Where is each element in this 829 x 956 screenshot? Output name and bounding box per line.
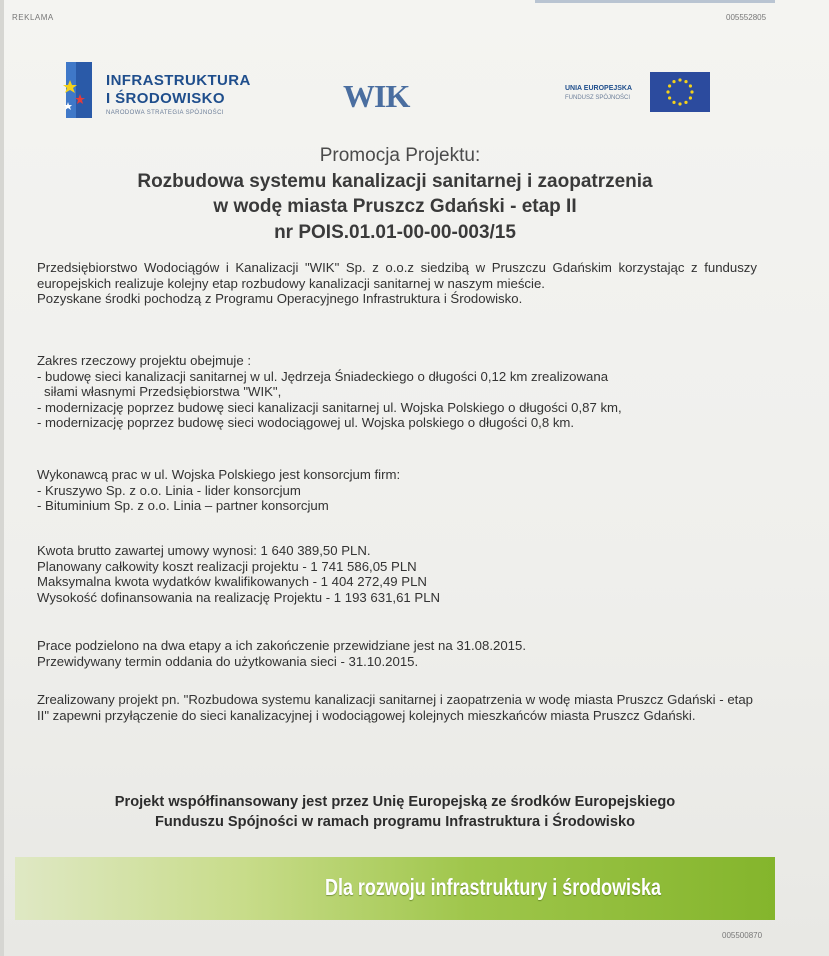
infrastructure-logo-line1: INFRASTRUKTURA — [106, 72, 251, 89]
project-number: nr POIS.01.01-00-00-003/15 — [274, 222, 516, 243]
eu-logo-line1: UNIA EUROPEJSKA — [565, 85, 633, 92]
infrastructure-logo — [60, 60, 265, 120]
wik-logo — [343, 78, 435, 114]
cofinancing-note — [0, 792, 790, 832]
promo-heading: Promocja Projektu: — [319, 145, 481, 166]
scope-item: - modernizację poprzez budowę sieci kanalizacji sanitarnej ul. Wojska Polskiego o długości 0,87 km, — [37, 399, 622, 415]
summary-paragraph: Zrealizowany projekt pn. "Rozbudowa systemu kanalizacji sanitarnej i zaopatrzenia w wodę miasta Pruszcz Gdański - etap II" zapewni przyłączenie do sieci kanalizacyjnej i wodociągowej kolejnych mieszkańców miasta Pruszcz Gdański. — [37, 692, 753, 723]
ad-code-top: 005552805 — [726, 13, 767, 22]
funding-source: Pozyskane środki pochodzą z Programu Operacyjnego Infrastruktura i Środowisko. — [37, 291, 523, 306]
contract-amount: Kwota brutto zawartej umowy wynosi: 1 640 389,50 PLN. — [37, 543, 371, 558]
intro-paragraph: Przedsiębiorstwo Wodociągów i Kanalizacji "WIK" Sp. z o.o.z siedzibą w Pruszczu Gdańskim korzystając z funduszy europejskich realizuje kolejny etap rozbudowy kanalizacji sanitarnej w naszym mieście. — [37, 260, 757, 291]
banner-slogan: Dla rozwoju infrastruktury i środowiska — [325, 874, 661, 900]
infrastructure-logo-line2: I ŚRODOWISKO — [106, 90, 225, 107]
contractor-item: - Bituminium Sp. z o.o. Linia – partner konsorcjum — [37, 498, 329, 513]
completion-date: Prace podzielono na dwa etapy a ich zakończenie przewidziane jest na 31.08.2015. — [37, 638, 526, 653]
scope-section — [37, 353, 757, 431]
summary-section — [37, 692, 753, 723]
contractor-heading: Wykonawcą prac w ul. Wojska Polskiego jest konsorcjum firm: — [37, 467, 401, 482]
handover-date: Przewidywany termin oddania do użytkowania sieci - 31.10.2015. — [37, 653, 419, 669]
scope-item: - budowę sieci kanalizacji sanitarnej w ul. Jędrzeja Śniadeckiego o długości 0,12 km zrealizowana — [37, 368, 609, 384]
scope-item: - modernizację poprzez budowę sieci wodociągowej ul. Wojska polskiego o długości 0,8 km. — [37, 415, 575, 430]
eu-flag-icon — [650, 72, 710, 112]
schedule-section — [37, 638, 757, 669]
cofinancing-line1: Projekt współfinansowany jest przez Unię Europejską ze środków Europejskiego — [114, 794, 676, 810]
project-title-line1: Rozbudowa systemu kanalizacji sanitarnej i zaopatrzenia — [137, 171, 653, 192]
intro-section — [37, 260, 757, 307]
project-title-line2: w wodę miasta Pruszcz Gdański - etap II — [213, 196, 577, 217]
top-edge-bar — [535, 0, 775, 3]
wik-logo-text: WIK — [343, 78, 410, 114]
scope-item-continuation: siłami własnymi Przedsiębiorstwa "WIK", — [44, 384, 282, 399]
contractor-item: - Kruszywo Sp. z o.o. Linia - lider konsorcjum — [37, 482, 301, 498]
total-cost: Planowany całkowity koszt realizacji projektu - 1 741 586,05 PLN — [37, 558, 417, 574]
infrastructure-logo-line3: NARODOWA STRATEGIA SPÓJNOŚCI — [106, 110, 224, 116]
finance-section — [37, 543, 757, 605]
slogan-banner — [15, 857, 775, 920]
ad-label: REKLAMA — [12, 13, 54, 22]
cofinancing-amount: Wysokość dofinansowania na realizację Projektu - 1 193 631,61 PLN — [37, 589, 441, 605]
eu-logo-line2: FUNDUSZ SPÓJNOŚCI — [565, 95, 631, 101]
eu-logo — [560, 72, 718, 114]
cofinancing-line2: Funduszu Spójności w ramach programu Infrastruktura i Środowisko — [154, 814, 636, 830]
eligible-costs: Maksymalna kwota wydatków kwalifikowanych - 1 404 272,49 PLN — [37, 574, 427, 589]
infrastructure-emblem-icon — [60, 60, 96, 120]
scope-heading: Zakres rzeczowy projektu obejmuje : — [37, 353, 252, 368]
contractor-section — [37, 467, 757, 514]
ad-code-bottom: 005500870 — [722, 931, 763, 940]
